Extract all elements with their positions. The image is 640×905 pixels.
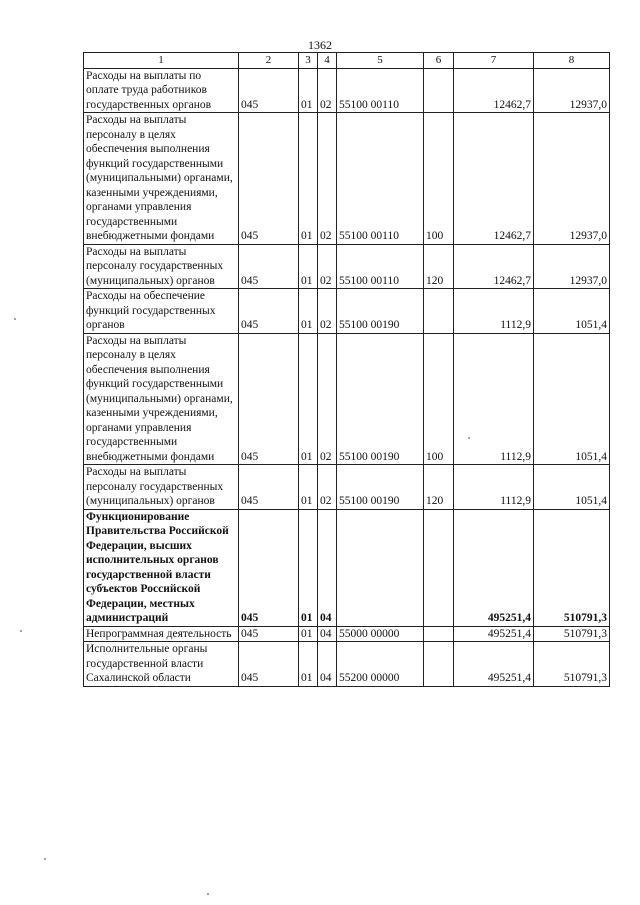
amount-year2-cell: 12937,0 [534,244,610,289]
amount-year2-cell: 12937,0 [534,68,610,113]
section-cell: 01 [299,68,318,113]
amount-year1-cell: 12462,7 [454,244,534,289]
expense-type-cell [424,509,454,626]
subsection-cell: 02 [318,333,337,465]
target-article-cell: 55100 00110 [337,68,424,113]
header-cell: 8 [534,53,610,69]
amount-year2-cell: 12937,0 [534,113,610,245]
target-article-cell: 55200 00000 [337,642,424,687]
subsection-cell: 02 [318,113,337,245]
code-cell: 045 [239,333,299,465]
amount-year1-cell: 495251,4 [454,642,534,687]
expense-type-cell [424,289,454,334]
scan-speck [20,630,22,632]
expense-type-cell: 120 [424,465,454,510]
target-article-cell: 55100 00110 [337,244,424,289]
amount-year2-cell: 1051,4 [534,289,610,334]
code-cell: 045 [239,244,299,289]
code-cell: 045 [239,68,299,113]
subsection-cell: 04 [318,642,337,687]
code-cell: 045 [239,289,299,334]
target-article-cell: 55000 00000 [337,626,424,642]
section-cell: 01 [299,509,318,626]
expense-type-cell: 100 [424,113,454,245]
table-row [84,626,610,642]
row-name-cell: Расходы на выплаты по оплате труда работников государственных органов [84,68,239,113]
table-row [84,289,610,334]
subsection-cell: 02 [318,244,337,289]
code-cell: 045 [239,642,299,687]
subsection-cell: 02 [318,68,337,113]
amount-year1-cell: 495251,4 [454,626,534,642]
header-cell: 5 [337,53,424,69]
header-cell: 7 [454,53,534,69]
section-cell: 01 [299,289,318,334]
amount-year1-cell: 1112,9 [454,289,534,334]
row-name-cell: Исполнительные органы государственной власти Сахалинской области [84,642,239,687]
table-row [84,244,610,289]
expense-type-cell: 120 [424,244,454,289]
section-cell: 01 [299,113,318,245]
amount-year2-cell: 510791,3 [534,642,610,687]
row-name-cell: Расходы на выплаты персоналу государственных (муниципальных) органов [84,465,239,510]
table-row [84,642,610,687]
amount-year1-cell: 495251,4 [454,509,534,626]
amount-year2-cell: 510791,3 [534,626,610,642]
row-name-cell: Функционирование Правительства Российской Федерации, высших исполнительных органов государственной власти субъектов Российской Федерации, местных администраций [84,509,239,626]
amount-year2-cell: 1051,4 [534,333,610,465]
expense-type-cell [424,68,454,113]
row-name-cell: Непрограммная деятельность [84,626,239,642]
scan-speck [207,893,209,895]
table-row [84,509,610,626]
target-article-cell: 55100 00190 [337,333,424,465]
code-cell: 045 [239,113,299,245]
target-article-cell [337,509,424,626]
amount-year1-cell: 1112,9 [454,465,534,510]
table-row [84,465,610,510]
table-header-row [84,53,610,69]
row-name-cell: Расходы на выплаты персоналу в целях обеспечения выполнения функций государственными (муниципальными) органами, казенными учреждениями, органами управления государственными внебюджетными фондами [84,113,239,245]
expense-type-cell: 100 [424,333,454,465]
table-row [84,68,610,113]
amount-year1-cell: 1112,9 [454,333,534,465]
scan-speck [14,318,16,320]
header-cell: 4 [318,53,337,69]
expense-type-cell [424,642,454,687]
amount-year2-cell: 1051,4 [534,465,610,510]
section-cell: 01 [299,626,318,642]
scan-speck [468,437,470,439]
code-cell: 045 [239,626,299,642]
scan-speck [44,858,46,860]
header-cell: 3 [299,53,318,69]
amount-year2-cell: 510791,3 [534,509,610,626]
code-cell: 045 [239,465,299,510]
subsection-cell: 02 [318,289,337,334]
row-name-cell: Расходы на обеспечение функций государственных органов [84,289,239,334]
budget-table [83,52,610,687]
section-cell: 01 [299,465,318,510]
target-article-cell: 55100 00190 [337,289,424,334]
target-article-cell: 55100 00190 [337,465,424,510]
page-number: 1362 [308,38,332,52]
header-cell: 6 [424,53,454,69]
subsection-cell: 04 [318,626,337,642]
expense-type-cell [424,626,454,642]
subsection-cell: 04 [318,509,337,626]
subsection-cell: 02 [318,465,337,510]
row-name-cell: Расходы на выплаты персоналу в целях обеспечения выполнения функций государственными (муниципальными) органами, казенными учреждениями, органами управления государственными внебюджетными фондами [84,333,239,465]
table-row [84,333,610,465]
target-article-cell: 55100 00110 [337,113,424,245]
amount-year1-cell: 12462,7 [454,68,534,113]
amount-year1-cell: 12462,7 [454,113,534,245]
header-cell: 2 [239,53,299,69]
table-row [84,113,610,245]
section-cell: 01 [299,244,318,289]
code-cell: 045 [239,509,299,626]
header-cell: 1 [84,53,239,69]
row-name-cell: Расходы на выплаты персоналу государственных (муниципальных) органов [84,244,239,289]
section-cell: 01 [299,642,318,687]
section-cell: 01 [299,333,318,465]
